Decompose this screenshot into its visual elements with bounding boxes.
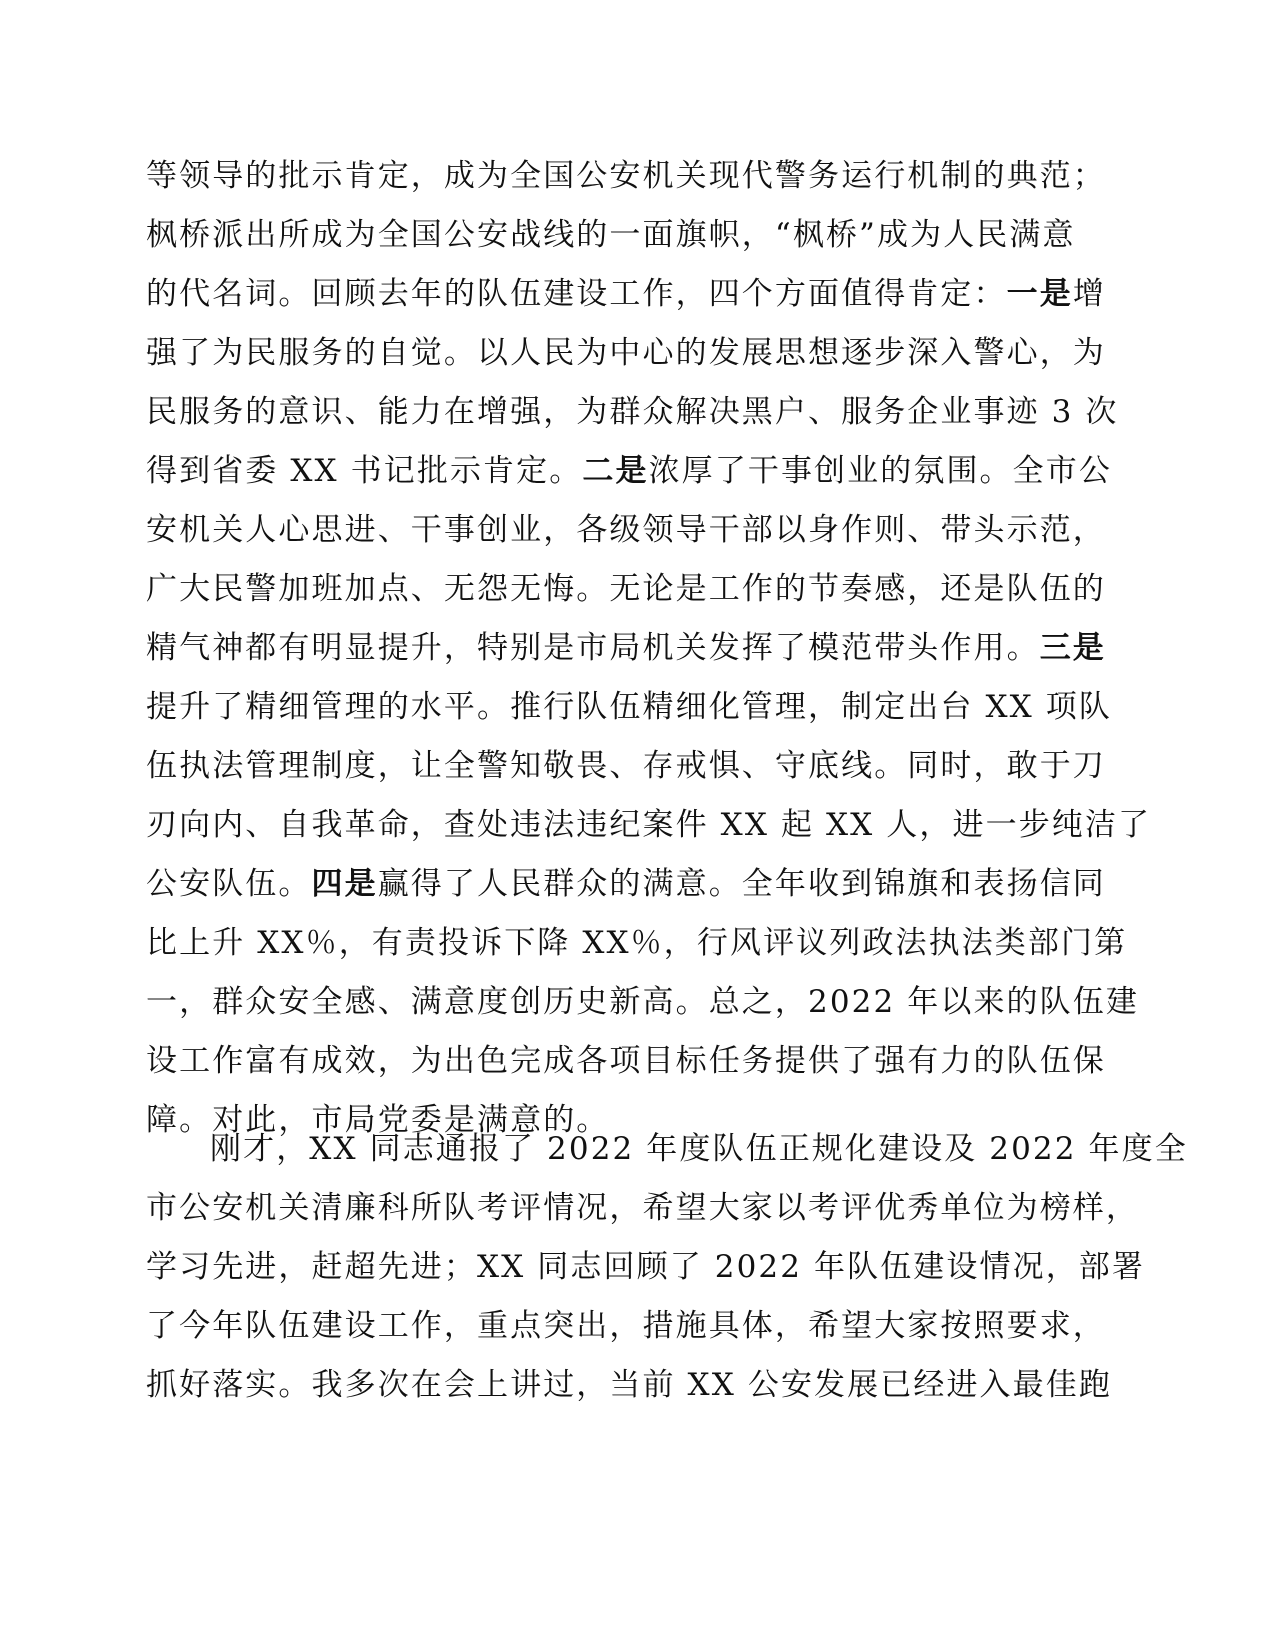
text-line — [146, 560, 1106, 619]
text-line: 抓好落实。我多次在会上讲过，当前 XX 公安发展已经进入最佳跑 — [146, 1367, 1112, 1403]
text-line — [146, 265, 1106, 324]
text-line: 学习先进，赶超先进；XX 同志回顾了 2022 年队伍建设情况，部署 — [146, 1249, 1145, 1285]
text-run: 强了为民服务的自觉。以人民为中心的发展思想逐步深入警心，为 — [146, 335, 1106, 371]
text-run: 广大民警加班加点、无怨无悔。无论是工作的节奏感，还是队伍的 — [146, 571, 1106, 607]
text-run: 增 — [1072, 276, 1106, 312]
text-run: 障。对此，市局党委是满意的。 — [146, 1102, 610, 1138]
text-run: 公安队伍。 — [146, 866, 312, 902]
text-line — [146, 855, 1106, 914]
text-run: 安机关人心思进、干事创业，各级领导干部以身作则、带头示范， — [146, 512, 1106, 548]
text-run: 赢得了人民群众的满意。全年收到锦旗和表扬信同 — [377, 866, 1106, 902]
text-run: 提升了精细管理的水平。推行队伍精细化管理，制定出台 XX 项队 — [146, 689, 1112, 725]
text-line — [146, 206, 1086, 265]
text-line — [146, 914, 1128, 973]
text-line — [146, 796, 1152, 855]
text-line — [146, 147, 1106, 206]
text-line: 了今年队伍建设工作，重点突出，措施具体，希望大家按照要求， — [146, 1308, 1106, 1344]
text-run: 的代名词。回顾去年的队伍建设工作，四个方面值得肯定： — [146, 276, 1007, 312]
text-run: 等领导的批示肯定，成为全国公安机关现代警务运行机制的典范； — [146, 158, 1106, 194]
text-line — [146, 501, 1106, 560]
text-line — [146, 737, 1106, 796]
bold-keyword-second: 二是 — [582, 453, 649, 489]
text-line: 市公安机关清廉科所队考评情况，希望大家以考评优秀单位为榜样， — [146, 1190, 1139, 1226]
text-line: 刚才，XX 同志通报了 2022 年度队伍正规化建设及 2022 年度全 — [210, 1131, 1188, 1167]
text-run: 伍执法管理制度，让全警知敬畏、存戒惧、守底线。同时，敢于刀 — [146, 748, 1106, 784]
text-line — [146, 973, 1139, 1032]
text-run: 民服务的意识、能力在增强，为群众解决黑户、服务企业事迹 3 次 — [146, 394, 1119, 430]
text-run: 浓厚了干事创业的氛围。全市公 — [648, 453, 1112, 489]
bold-keyword-first: 一是 — [1006, 276, 1073, 312]
text-line — [146, 1032, 1106, 1091]
text-line — [146, 678, 1112, 737]
text-line — [146, 442, 1112, 501]
text-run: 设工作富有成效，为出色完成各项目标任务提供了强有力的队伍保 — [146, 1043, 1106, 1079]
text-line — [146, 324, 1106, 383]
text-run: 一，群众安全感、满意度创历史新高。总之，2022 年以来的队伍建 — [146, 984, 1139, 1020]
text-run: 精气神都有明显提升，特别是市局机关发挥了模范带头作用。 — [146, 630, 1040, 666]
text-line — [146, 383, 1119, 442]
text-line — [146, 619, 1106, 678]
bold-keyword-fourth: 四是 — [311, 866, 378, 902]
text-run: 得到省委 XX 书记批示肯定。 — [146, 453, 583, 489]
paragraph-meeting-summary — [146, 1120, 1188, 1415]
bold-keyword-third: 三是 — [1039, 630, 1106, 666]
text-run: 刃向内、自我革命，查处违法违纪案件 XX 起 XX 人，进一步纯洁了 — [146, 807, 1152, 843]
text-run: 枫桥派出所成为全国公安战线的一面旗帜，“枫桥”成为人民满意 — [146, 217, 1076, 253]
text-run: 比上升 XX％，有责投诉下降 XX％，行风评议列政法执法类部门第 — [146, 925, 1128, 961]
